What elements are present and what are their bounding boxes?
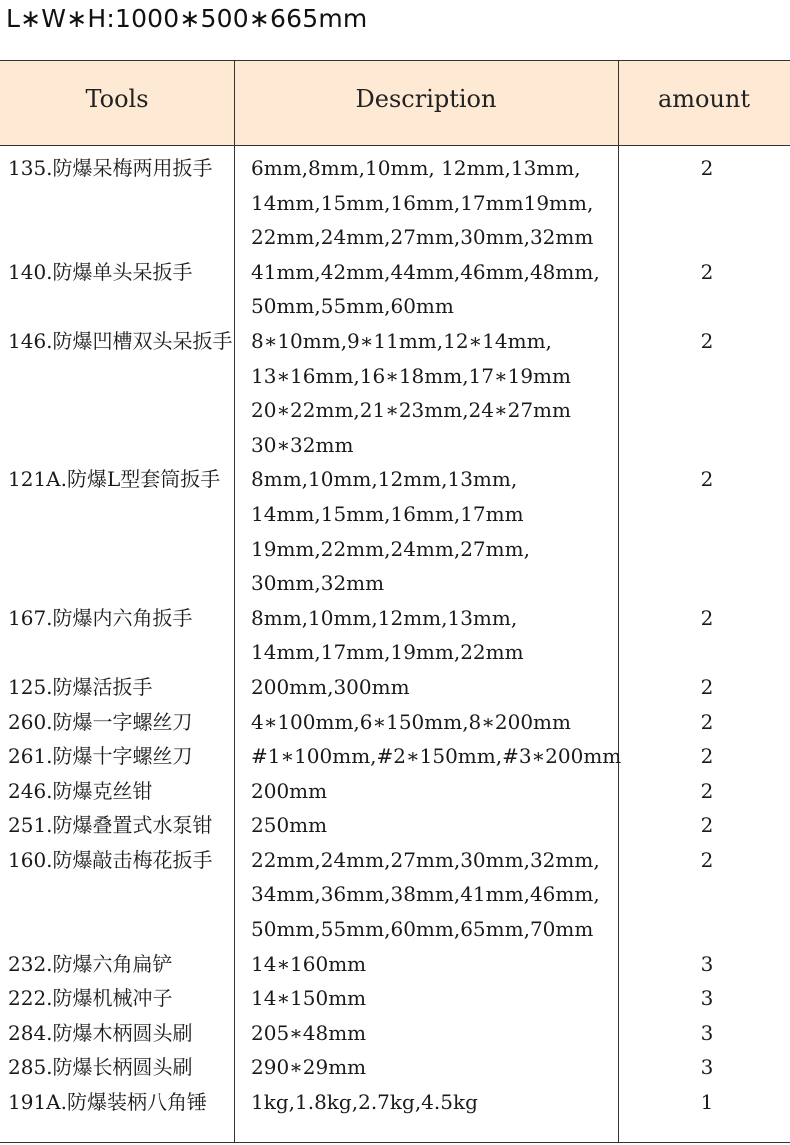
table-row [0,1085,790,1120]
description-line: 8mm,10mm,12mm,13mm, [251,467,518,492]
tool-name: 135.防爆呆梅两用扳手 [8,156,213,180]
description-line: 250mm [251,813,328,838]
tool-description [251,739,622,774]
tools-table [0,60,790,1143]
tool-amount: 2 [700,605,714,630]
tool-name: 222.防爆机械冲子 [8,986,173,1011]
tool-description [251,981,611,1016]
description-line: 14∗160mm [251,951,367,976]
tool-name: 261.防爆十字螺丝刀 [8,744,193,769]
tool-amount: 2 [700,744,714,769]
description-line: 34mm,36mm,38mm,41mm,46mm, [251,882,600,907]
table-row [0,670,790,705]
tool-description [251,670,611,705]
header-amount: amount [657,85,751,113]
tool-name: 285.防爆长柄圆头刷 [8,1055,193,1080]
tool-name: 125.防爆活扳手 [8,674,153,699]
description-line: 200mm [251,778,328,803]
tool-description [251,808,611,843]
description-line: 20∗22mm,21∗23mm,24∗27mm [251,398,571,423]
tool-description [251,843,611,947]
tool-amount: 2 [700,259,714,284]
tool-amount: 3 [700,1020,714,1045]
tool-amount: 2 [700,467,714,492]
tool-name: 167.防爆内六角扳手 [8,605,193,630]
description-line: 14mm,17mm,19mm,22mm [251,640,524,665]
description-line: 14mm,15mm,16mm,17mm [251,501,524,526]
table-row [0,462,790,600]
tool-name: 121A.防爆L型套筒扳手 [8,467,221,492]
table-row [0,601,790,670]
tool-name: 232.防爆六角扁铲 [8,951,173,976]
tool-name: 246.防爆克丝钳 [8,778,153,803]
table-row [0,705,790,740]
description-line: 14∗150mm [251,986,367,1011]
tool-amount: 2 [700,847,714,872]
tool-name: 251.防爆叠置式水泵钳 [8,813,213,838]
table-row [0,843,790,947]
tool-description [251,774,611,809]
table-body [0,151,790,1120]
table-bottom-rule [0,1142,790,1143]
tool-name: 191A.防爆装柄八角锤 [8,1090,207,1115]
tool-amount: 2 [700,156,714,180]
header-description: Description [355,85,497,113]
description-line: 50mm,55mm,60mm,65mm,70mm [251,917,594,942]
tool-name: 160.防爆敲击梅花扳手 [8,847,213,872]
description-line: #1∗100mm,#2∗150mm,#3∗200mm [251,744,622,769]
table-row [0,255,790,324]
table-row [0,981,790,1016]
tool-description [251,1050,611,1085]
tool-amount: 3 [700,951,714,976]
description-line: 30∗32mm [251,432,354,457]
tool-description [251,705,611,740]
dimensions-label: L∗W∗H:1000∗500∗665mm [6,4,368,33]
description-line: 8mm,10mm,12mm,13mm, [251,605,518,630]
tool-description [251,151,611,255]
description-line: 41mm,42mm,44mm,46mm,48mm, [251,259,600,284]
tool-name: 140.防爆单头呆扳手 [8,259,193,284]
tool-description [251,462,611,600]
tool-name: 284.防爆木柄圆头刷 [8,1020,193,1045]
header-tools: Tools [85,85,149,113]
tool-description [251,1016,611,1051]
tool-description [251,324,611,462]
tool-amount: 3 [700,1055,714,1080]
tool-description [251,1085,611,1120]
tool-amount: 2 [700,813,714,838]
table-header [0,60,790,146]
description-line: 1kg,1.8kg,2.7kg,4.5kg [251,1090,478,1115]
description-line: 290∗29mm [251,1055,367,1080]
tool-name: 260.防爆一字螺丝刀 [8,709,193,734]
description-line: 22mm,24mm,27mm,30mm,32mm, [251,847,600,872]
description-line: 19mm,22mm,24mm,27mm, [251,536,530,561]
description-line: 8∗10mm,9∗11mm,12∗14mm, [251,328,552,353]
table-row [0,947,790,982]
description-line: 14mm,15mm,16mm,17mm19mm, [251,190,594,215]
description-line: 6mm,8mm,10mm, 12mm,13mm, [251,156,581,180]
description-line: 50mm,55mm,60mm [251,294,454,319]
tool-name: 146.防爆凹槽双头呆扳手 [8,328,233,353]
tool-description [251,601,611,670]
table-row [0,739,790,774]
table-row [0,808,790,843]
tool-amount: 2 [700,674,714,699]
table-row [0,151,790,255]
table-row [0,1050,790,1085]
tool-amount: 2 [700,778,714,803]
tool-amount: 3 [700,986,714,1011]
table-row [0,324,790,462]
description-line: 13∗16mm,16∗18mm,17∗19mm [251,363,571,388]
description-line: 22mm,24mm,27mm,30mm,32mm [251,225,594,250]
table-row [0,1016,790,1051]
tool-description [251,255,611,324]
description-line: 205∗48mm [251,1020,367,1045]
description-line: 30mm,32mm [251,571,385,596]
description-line: 200mm,300mm [251,674,410,699]
description-line: 4∗100mm,6∗150mm,8∗200mm [251,709,571,734]
tool-amount: 2 [700,709,714,734]
tool-amount: 1 [700,1090,714,1115]
table-row [0,774,790,809]
tool-amount: 2 [700,328,714,353]
tool-description [251,947,611,982]
